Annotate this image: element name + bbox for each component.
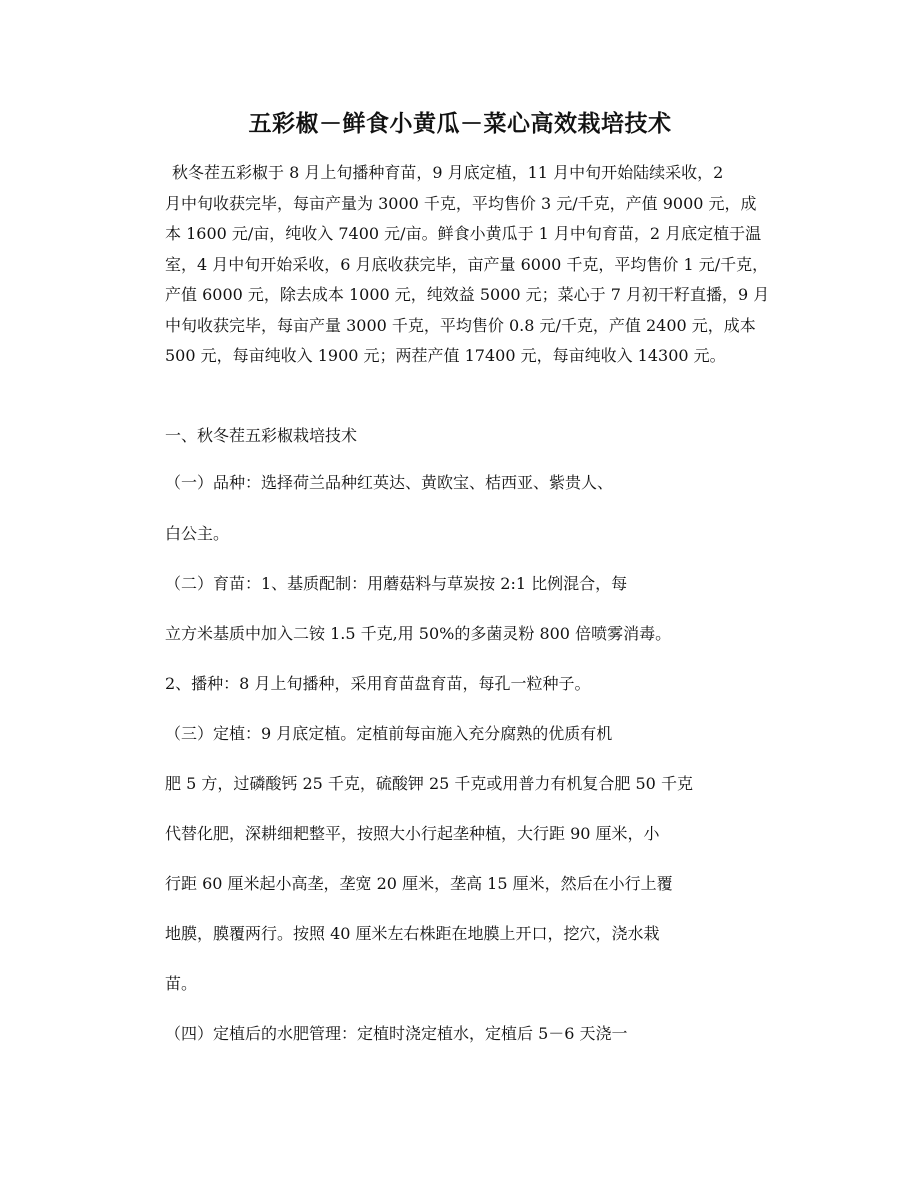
body-line: 肥 5 方，过磷酸钙 25 千克，硫酸钾 25 千克或用普力有机复合肥 50 千克 xyxy=(165,774,693,793)
body-line: （一）品种：选择荷兰品种红英达、黄欧宝、桔西亚、紫贵人、 xyxy=(165,473,614,492)
body-line: 代替化肥，深耕细耙整平，按照大小行起垄种植，大行距 90 厘米，小 xyxy=(165,824,660,843)
body-line: 立方米基质中加入二铵 1.5 千克,用 50%的多菌灵粉 800 倍喷雾消毒。 xyxy=(165,624,672,643)
intro-line: 秋冬茬五彩椒于 8 月上旬播种育苗，9 月底定植，11 月中旬开始陆续采收，2 xyxy=(172,163,724,182)
body-line: 行距 60 厘米起小高垄，垄宽 20 厘米，垄高 15 厘米，然后在小行上覆 xyxy=(165,874,673,893)
intro-line: 本 1600 元/亩，纯收入 7400 元/亩。鲜食小黄瓜于 1 月中旬育苗，2 月底定植于温 xyxy=(165,224,762,243)
body-line: 白公主。 xyxy=(165,524,230,543)
intro-line: 500 元，每亩纯收入 1900 元；两茬产值 17400 元，每亩纯收入 14300 元。 xyxy=(165,346,726,365)
body-line: 2、播种：8 月上旬播种，采用育苗盘育苗，每孔一粒种子。 xyxy=(165,674,591,693)
body-line: 苗。 xyxy=(165,974,198,993)
body-line: （四）定植后的水肥管理：定植时浇定植水，定植后 5－6 天浇一 xyxy=(165,1024,628,1043)
body-line: （三）定植：9 月底定植。定植前每亩施入充分腐熟的优质有机 xyxy=(165,724,613,743)
intro-line: 室，4 月中旬开始采收，6 月底收获完毕，亩产量 6000 千克，平均售价 1 元/千克， xyxy=(165,254,769,274)
intro-line: 月中旬收获完毕，每亩产量为 3000 千克，平均售价 3 元/千克，产值 9000 元，成 xyxy=(165,193,757,213)
intro-line: 中旬收获完毕，每亩产量 3000 千克，平均售价 0.8 元/千克，产值 2400 元，成本 xyxy=(165,315,756,335)
intro-line: 产值 6000 元，除去成本 1000 元，纯效益 5000 元；菜心于 7 月初干籽直播，9 月 xyxy=(165,285,770,304)
section-heading: 一、秋冬茬五彩椒栽培技术 xyxy=(165,426,358,445)
body-line: 地膜，膜覆两行。按照 40 厘米左右株距在地膜上开口，挖穴，浇水栽 xyxy=(165,924,660,943)
body-line: （二）育苗：1、基质配制：用蘑菇料与草炭按 2:1 比例混合，每 xyxy=(165,574,628,593)
document-title: 五彩椒－鲜食小黄瓜－菜心高效栽培技术 xyxy=(248,111,672,137)
intro-paragraph xyxy=(165,158,805,372)
